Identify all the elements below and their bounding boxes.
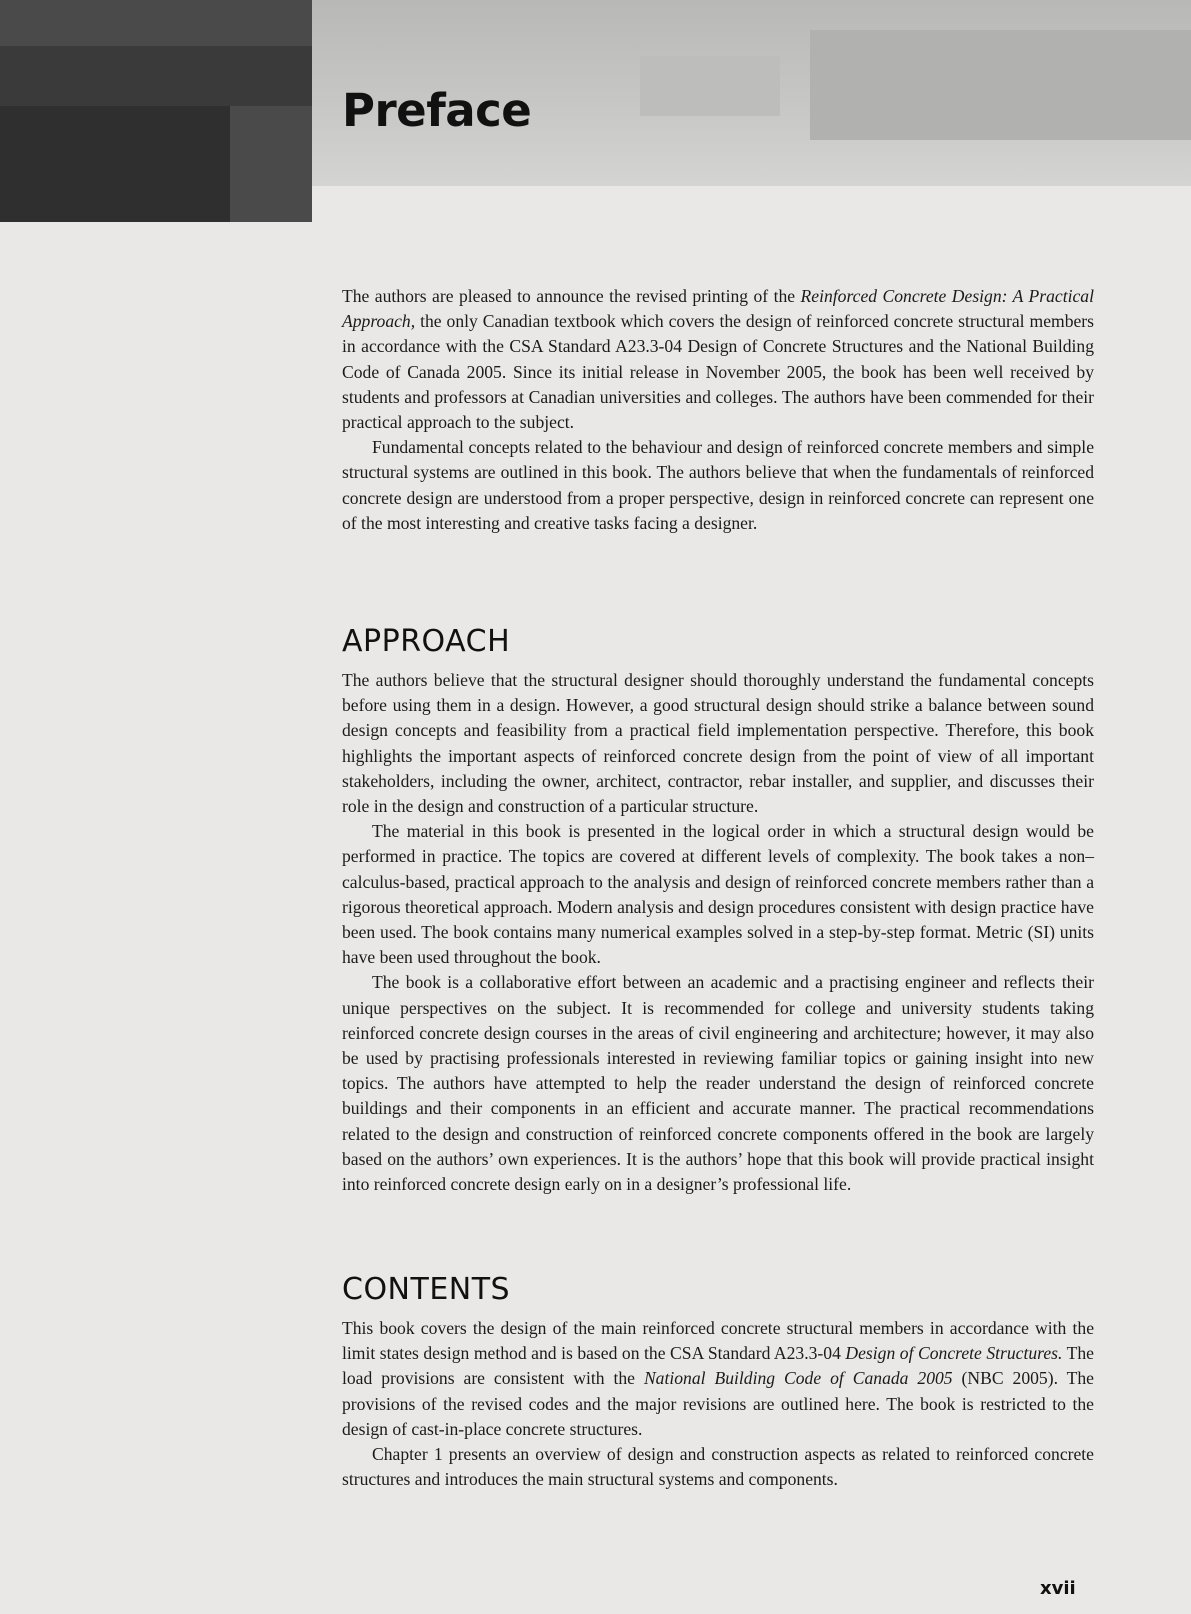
- page-number: xvii: [1040, 1578, 1076, 1599]
- header-dark-block: [0, 0, 312, 222]
- contents-text: The load provisions are consistent with the: [342, 1343, 1094, 1389]
- contents-paragraph-1: [342, 1316, 1094, 1442]
- approach-section: [342, 668, 1094, 1197]
- intro-section: [342, 284, 1094, 536]
- header-dark-block-inner-lower: [0, 106, 230, 222]
- standard-title-italic: Design of Concrete Structures.: [845, 1343, 1063, 1364]
- contents-section: [342, 1316, 1094, 1492]
- approach-paragraph-1: The authors believe that the structural designer should thoroughly understand the fundamental concepts before using them in a design. However, a good structural design should strike a balance between sound design concepts and feasibility from a practical field implementation perspective. Therefore, this book highlights the important aspects of reinforced concrete design from the point of view of all important stakeholders, including the owner, architect, contractor, rebar installer, and supplier, and discusses their role in the design and construction of a particular structure.: [342, 670, 1094, 817]
- contents-paragraph-2: Chapter 1 presents an overview of design and construction aspects as related to reinforced concrete structures and introduces the main structural systems and components.: [342, 1444, 1094, 1490]
- approach-paragraph-3: The book is a collaborative effort between an academic and a practising engineer and reflects their unique perspectives on the subject. It is recommended for college and university students taking reinforced concrete design courses in the areas of civil engineering and architecture; however, it may also be used by practising professionals interested in reviewing familiar topics or gaining insight into new topics. The authors have attempted to help the reader understand the design of reinforced concrete buildings and their components in an efficient and accurate manner. The practical recommendations related to the design and construction of reinforced concrete components offered in the book are largely based on the authors’ own experiences. It is the authors’ hope that this book will provide practical insight into reinforced concrete design early on in a designer’s professional life.: [342, 972, 1094, 1195]
- intro-paragraph-2: Fundamental concepts related to the behaviour and design of reinforced concrete members and simple structural systems are outlined in this book. The authors believe that when the fundamentals of reinforced concrete design are understood from a proper perspective, design in reinforced concrete can represent one of the most interesting and creative tasks facing a designer.: [342, 437, 1094, 533]
- intro-text: The authors are pleased to announce the revised printing of the: [342, 286, 801, 306]
- approach-paragraph-2: The material in this book is presented in the logical order in which a structural design would be performed in practice. The topics are covered at different levels of complexity. The book takes a non–calculus-based, practical approach to the analysis and design of reinforced concrete members rather than a rigorous theoretical approach. Modern analysis and design procedures consistent with design practice have been used. The book contains many numerical examples solved in a step-by-step format. Metric (SI) units have been used throughout the book.: [342, 821, 1094, 968]
- intro-paragraph-1: [342, 284, 1094, 435]
- page-title: Preface: [342, 84, 532, 137]
- contents-text: (NBC 2005). The provisions of the revised codes and the major revisions are outlined here. The book is restricted to the design of cast-in-place concrete structures.: [342, 1368, 1094, 1439]
- header-decor-block: [810, 30, 1191, 140]
- header-dark-block-inner: [0, 46, 312, 106]
- code-title-italic: National Building Code of Canada 2005: [643, 1368, 953, 1389]
- contents-heading: CONTENTS: [342, 1272, 511, 1307]
- book-title-italic: Reinforced Concrete Design: A Practical Approach,: [342, 286, 1094, 332]
- header-decor-block-small: [640, 56, 780, 116]
- approach-heading: APPROACH: [342, 624, 511, 659]
- contents-text: This book covers the design of the main reinforced concrete structural members in accordance with the limit states design method and is based on the CSA Standard A23.3-04: [342, 1318, 1094, 1364]
- intro-text: the only Canadian textbook which covers the design of reinforced concrete structural members in accordance with the CSA Standard A23.3-04 Design of Concrete Structures and the National Building Code of Canada 2005. Since its initial release in November 2005, the book has been well received by students and professors at Canadian universities and colleges. The authors have been commended for their practical approach to the subject.: [342, 311, 1094, 433]
